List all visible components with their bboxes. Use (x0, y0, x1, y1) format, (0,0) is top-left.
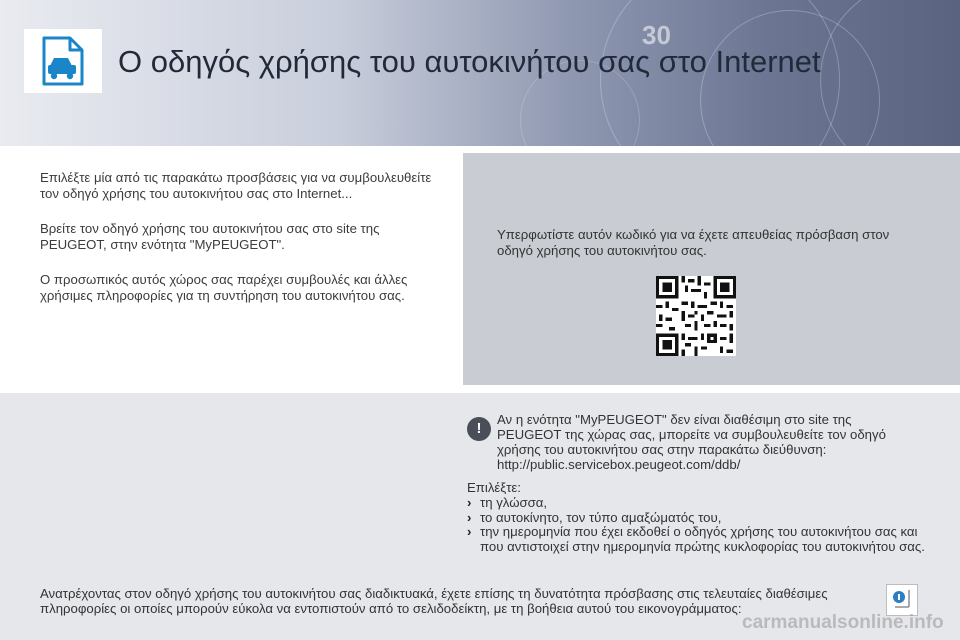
list-item-label: τη γλώσσα, (480, 495, 548, 510)
space-text: Ο προσωπικός αυτός χώρος σας παρέχει συμβουλές και άλλες χρήσιμες πληροφορίες για τη συντήρηση του αυτοκινήτου σας. (40, 272, 408, 303)
decor-circle (820, 0, 960, 146)
list-item (467, 496, 937, 511)
info-line: χρήσης του αυτοκινήτου σας στην παρακάτω διεύθυνση: (497, 442, 827, 457)
decor-number: 30 (642, 20, 671, 50)
qr-code-icon[interactable] (656, 276, 736, 356)
watermark: carmanualsonline.info (742, 612, 944, 633)
chevron-right-icon: › (467, 495, 472, 510)
list-item-label: το αυτοκίνητο, τον τύπο αμαξώματός του, (480, 509, 722, 525)
chevron-right-icon: › (467, 524, 472, 539)
qr-text: Υπερφωτίστε αυτόν κωδικό για να έχετε απευθείας πρόσβαση στον οδηγό χρήσης του αυτοκινήτου σας. (497, 227, 890, 258)
list-item-label: την ημερομηνία που έχει εκδοθεί ο οδηγός χρήσης του αυτοκινήτου σας και που αντιστοιχεί στην ημερομηνία πρώτης κυκλοφορίας του αυτοκινήτου σας. (480, 524, 925, 554)
left-column (40, 170, 440, 323)
manual-url-link[interactable]: http://public.servicebox.peugeot.com/ddb/ (497, 457, 741, 472)
chevron-right-icon: › (467, 509, 472, 525)
info-icon: ! (467, 417, 491, 441)
qr-panel (463, 153, 960, 385)
intro-text: Επιλέξτε μία από τις παρακάτω προσβάσεις για να συμβουλευθείτε τον οδηγό χρήσης του αυτοκινήτου σας στο Internet... (40, 170, 432, 201)
page-title: Ο οδηγός χρήσης του αυτοκινήτου σας στο Internet (118, 44, 821, 79)
choose-list (467, 496, 937, 554)
site-text: Βρείτε τον οδηγό χρήσης του αυτοκινήτου σας στο site της PEUGEOT, στην ενότητα "MyPEUGEOT". (40, 221, 380, 252)
info-line: PEUGEOT της χώρας σας, μπορείτε να συμβουλευθείτε τον οδηγό (497, 427, 886, 442)
list-item (467, 511, 937, 526)
footer-text: Ανατρέχοντας στον οδηγό χρήσης του αυτοκινήτου σας διαδικτυακά, έχετε επίσης τη δυνατότητα πρόσβασης στις τελευταίες διαθέσιμες πληροφορίες οι οποίες μπορούν εύκολα να εντοπιστούν από το σελιδοδείκτη, με τη βοήθεια αυτού του εικονογράμματος: (40, 586, 828, 616)
info-text (497, 412, 917, 472)
info-line: Αν η ενότητα "MyPEUGEOT" δεν είναι διαθέσιμη στο site της (497, 412, 852, 427)
car-manual-icon (24, 29, 102, 93)
list-item (467, 525, 937, 554)
choose-label: Επιλέξτε: (467, 480, 521, 495)
